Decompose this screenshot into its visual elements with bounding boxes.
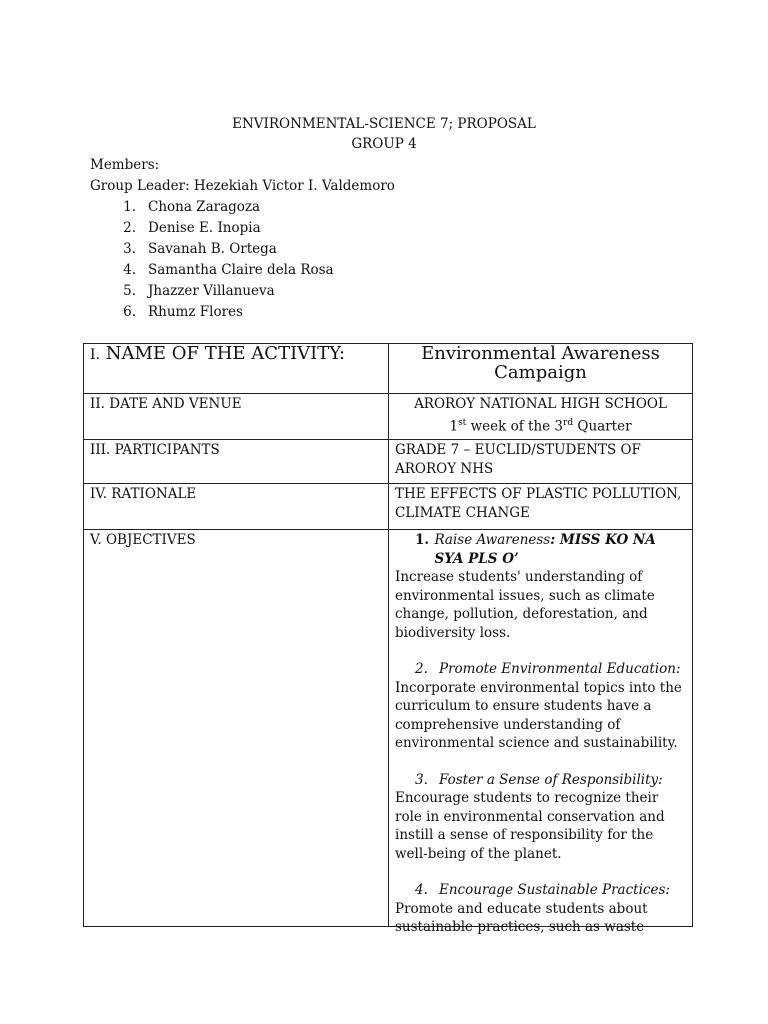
date-text <box>395 414 686 436</box>
objective-title <box>434 531 686 568</box>
date-venue-label: II. DATE AND VENUE <box>84 394 389 440</box>
objective-heading <box>395 881 686 900</box>
member-name: Jhazzer Villanueva <box>148 283 275 299</box>
member-name: Samantha Claire dela Rosa <box>148 262 334 278</box>
objectives-label: V. OBJECTIVES <box>84 530 389 927</box>
objective-number: 3. <box>415 771 428 788</box>
activity-label: NAME OF THE ACTIVITY: <box>105 343 346 364</box>
member-item <box>90 281 395 302</box>
objective-title: Encourage Sustainable Practices: <box>439 882 670 898</box>
group-leader: Group Leader: Hezekiah Victor I. Valdemoro <box>90 178 395 194</box>
objectives-value <box>389 530 693 935</box>
objective-text: Incorporate environmental topics into the curriculum to ensure students have a comprehensive understanding of environmental science and sustainability. <box>395 679 682 751</box>
date-ordinal: rd <box>563 417 574 428</box>
objective-heading <box>395 531 686 568</box>
member-number: 1. <box>123 199 136 215</box>
activity-roman: I. <box>90 347 100 363</box>
date-ordinal: st <box>458 417 467 428</box>
objective-heading <box>395 771 686 790</box>
objective-title-note: : MISS KO NA SYA PLS O’ <box>434 532 656 567</box>
member-number: 5. <box>123 283 136 299</box>
members-section <box>90 155 395 323</box>
member-item <box>90 218 395 239</box>
objectives-content <box>395 531 686 935</box>
participants-label: III. PARTICIPANTS <box>84 440 389 484</box>
table-row-objectives <box>84 530 693 927</box>
table-row-participants <box>84 440 693 484</box>
member-item <box>90 197 395 218</box>
document-header <box>0 114 768 154</box>
member-name: Chona Zaragoza <box>148 199 261 215</box>
member-number: 6. <box>123 304 136 320</box>
objective-number: 2. <box>415 661 428 677</box>
member-number: 3. <box>123 241 136 257</box>
member-number: 2. <box>123 220 136 236</box>
date-part: 1 <box>449 418 459 434</box>
member-number: 4. <box>123 262 136 278</box>
objective-text: Promote and educate students about sustainable practices, such as waste <box>395 900 648 935</box>
member-list <box>90 197 395 323</box>
objective-title-text: Raise Awareness <box>434 532 551 548</box>
date-part: week of the 3 <box>466 418 564 434</box>
objective-title: Foster a Sense of Responsibility: <box>439 771 663 788</box>
objective-text: Increase students' understanding of environmental issues, such as climate change, pollution, deforestation, and biodiversity loss. <box>395 569 655 641</box>
member-item <box>90 260 395 281</box>
table-row-date-venue <box>84 394 693 440</box>
objective-heading <box>395 660 686 679</box>
member-name: Rhumz Flores <box>148 304 243 320</box>
objective-title: Promote Environmental Education: <box>439 661 681 677</box>
table-row-rationale <box>84 484 693 530</box>
group-label: GROUP 4 <box>351 136 417 152</box>
proposal-table <box>83 343 693 935</box>
date-part: Quarter <box>573 418 632 434</box>
participants-value: GRADE 7 – EUCLID/STUDENTS OF AROROY NHS <box>389 440 693 484</box>
objective-number: 1. <box>415 532 430 548</box>
date-venue-value <box>389 394 693 440</box>
document-title: ENVIRONMENTAL-SCIENCE 7; PROPOSAL <box>232 116 536 132</box>
venue-text: AROROY NATIONAL HIGH SCHOOL <box>414 396 667 412</box>
activity-value: Environmental Awareness Campaign <box>389 344 693 394</box>
table-row-activity <box>84 344 693 394</box>
rationale-label: IV. RATIONALE <box>84 484 389 530</box>
rationale-value: THE EFFECTS OF PLASTIC POLLUTION, CLIMATE CHANGE <box>389 484 693 530</box>
member-name: Denise E. Inopia <box>148 220 261 236</box>
objective-text: Encourage students to recognize their role in environmental conservation and instill a sense of responsibility for the well-being of the planet. <box>395 790 665 862</box>
objective-number: 4. <box>415 882 428 898</box>
member-name: Savanah B. Ortega <box>148 241 277 257</box>
activity-label-cell <box>84 344 389 394</box>
member-item <box>90 239 395 260</box>
members-label: Members: <box>90 157 160 173</box>
member-item <box>90 302 395 323</box>
